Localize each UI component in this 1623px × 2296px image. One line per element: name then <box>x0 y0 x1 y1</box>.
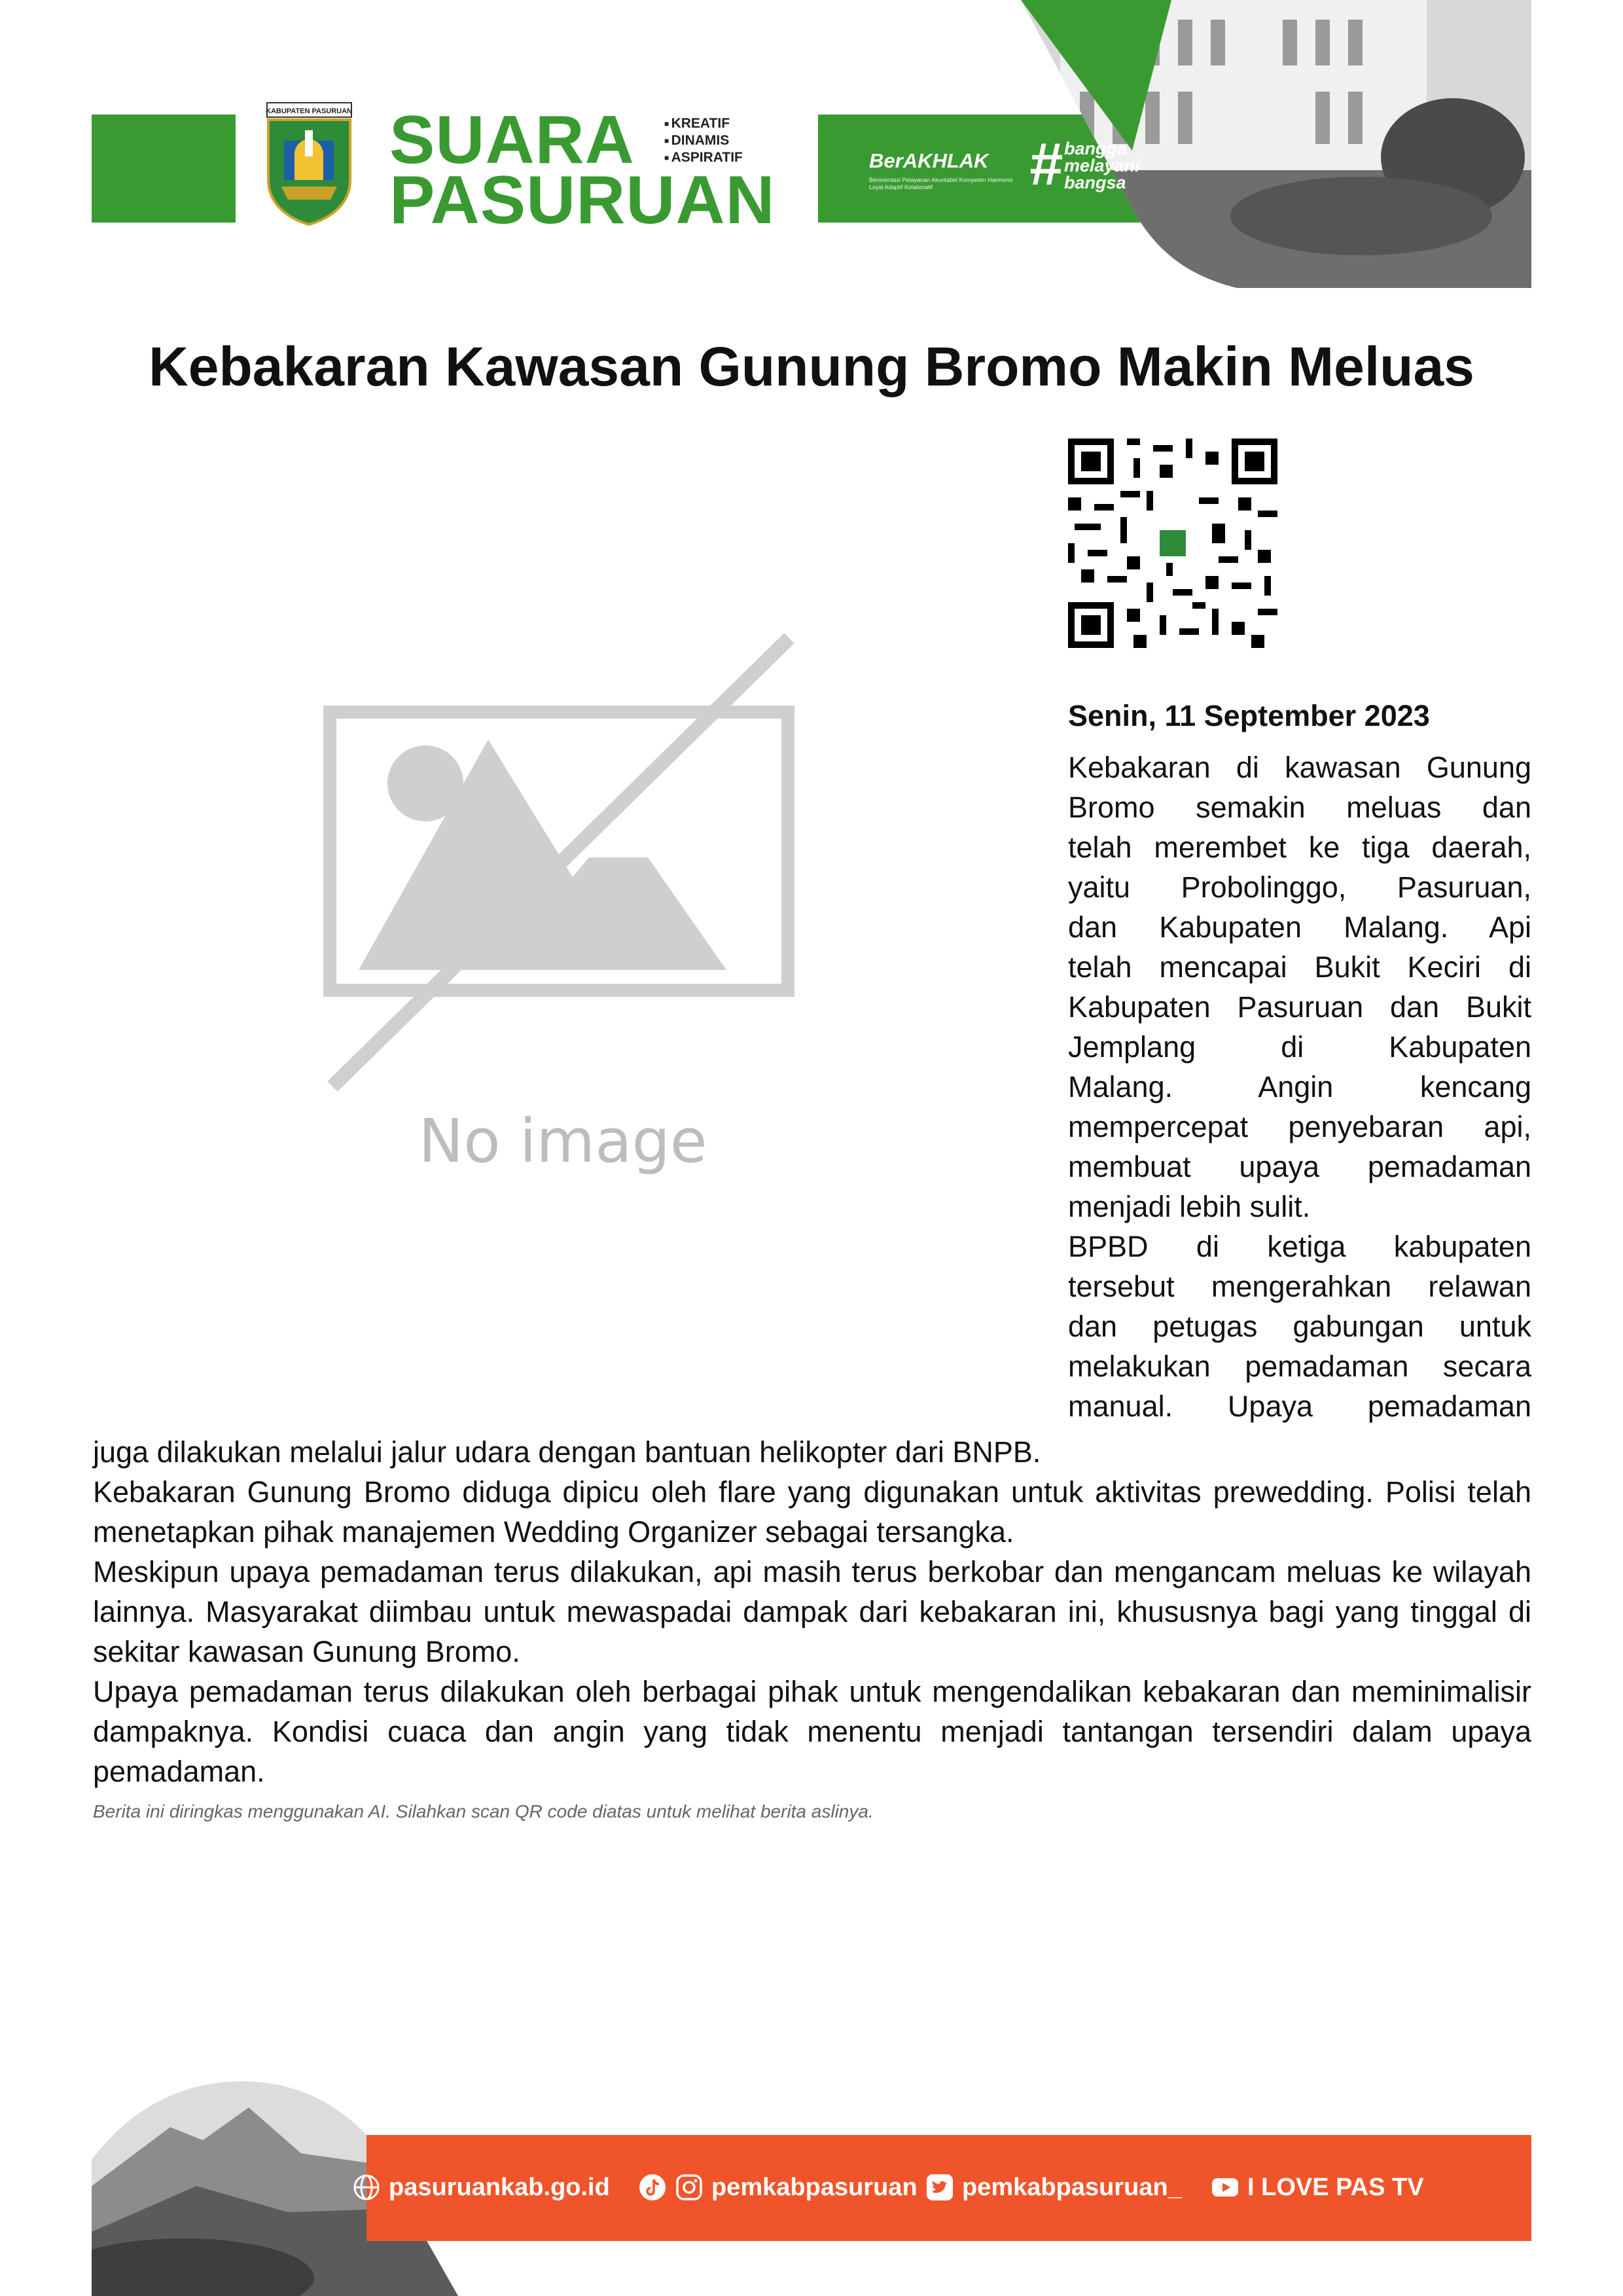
article-line: dan Kabupaten Malang. Api <box>1068 910 1531 944</box>
article-date: Senin, 11 September 2023 <box>1068 699 1430 732</box>
brand-line-pasuruan: PASURUAN <box>389 162 776 238</box>
brand-line-suara: SUARA <box>389 102 635 178</box>
article-paragraph-5: Upaya pemadaman terus dilakukan oleh berbagai pihak untuk mengendalikan kebakaran dan meminimalisir dampaknya. Kondisi cuaca dan angin yang tidak menentu menjadi tantangan tersendiri dalam upaya pemadaman. <box>93 1675 1531 1788</box>
brand-taglines <box>664 115 743 166</box>
tagline-kreatif: ■ KREATIF <box>664 115 743 132</box>
tagline-aspiratif: ■ ASPIRATIF <box>664 149 743 166</box>
article-line: Kabupaten Pasuruan dan Bukit <box>1068 990 1531 1024</box>
article-title: Kebakaran Kawasan Gunung Bromo Makin Meluas <box>149 336 1474 397</box>
tiktok-icon <box>638 2173 667 2202</box>
article-line: Jemplang di Kabupaten <box>1068 1030 1531 1064</box>
article-line: mempercepat penyebaran api, <box>1068 1110 1531 1143</box>
globe-icon <box>352 2173 381 2202</box>
article-image-placeholder <box>321 628 805 1191</box>
footer-tiktok-instagram-link[interactable] <box>638 2173 918 2202</box>
footer-tiktok-instagram-text: pemkabpasuruan <box>711 2173 918 2201</box>
bangga-melayani-bangsa <box>1064 140 1140 191</box>
article-paragraph-3: Kebakaran Gunung Bromo diduga dipicu oleh flare yang digunakan untuk aktivitas prewedding. Polisi telah menetapkan pihak manajemen Wedding Organizer sebagai tersangka. <box>93 1475 1531 1549</box>
article-line: Kebakaran di kawasan Gunung <box>1068 751 1531 784</box>
footer-website-text: pasuruankab.go.id <box>389 2173 610 2201</box>
article-line: membuat upaya pemadaman <box>1068 1150 1531 1183</box>
kabupaten-pasuruan-crest-icon <box>262 101 357 226</box>
footer-twitter-link[interactable] <box>925 2173 1182 2202</box>
article-line: melakukan pemadaman secara <box>1068 1350 1531 1383</box>
hashtag-icon: # <box>1029 131 1063 198</box>
no-image-label: No image <box>418 1106 707 1176</box>
footer-twitter-text: pemkabpasuruan_ <box>962 2173 1182 2201</box>
hash-word-melayani: melayani <box>1064 156 1140 175</box>
footer-youtube-link[interactable] <box>1211 2173 1424 2202</box>
article-paragraph-2-continued: juga dilakukan melalui jalur udara dengan bantuan helikopter dari BNPB. <box>93 1435 1041 1469</box>
article-line: dan petugas gabungan untuk <box>1068 1310 1531 1343</box>
article-paragraph-4: Meskipun upaya pemadaman terus dilakukan, api masih terus berkobar dan mengancam meluas ke wilayah lainnya. Masyarakat diimbau untuk mewaspadai dampak dari kebakaran ini, khususnya bagi yang tinggal di sekitar kawasan Gunung Bromo. <box>93 1555 1531 1668</box>
footer-youtube-text: I LOVE PAS TV <box>1247 2173 1424 2201</box>
article-line: Malang. Angin kencang <box>1068 1070 1531 1103</box>
article-line: telah mencapai Bukit Keciri di <box>1068 950 1531 984</box>
tagline-dinamis: ■ DINAMIS <box>664 132 743 149</box>
header-green-bar-left <box>92 115 236 223</box>
article-line: manual. Upaya pemadaman <box>1068 1390 1531 1423</box>
article-line: tersebut mengerahkan relawan <box>1068 1270 1531 1303</box>
article-line: Bromo semakin meluas dan <box>1068 791 1531 824</box>
qr-code-icon[interactable] <box>1068 439 1277 648</box>
instagram-icon <box>675 2173 704 2202</box>
berakhlak-logo-text: BerAKHLAK <box>869 149 989 172</box>
crest-banner-text: KABUPATEN PASURUAN <box>266 107 352 115</box>
article-line: menjadi lebih sulit. <box>1068 1190 1311 1223</box>
youtube-icon <box>1211 2173 1240 2202</box>
hash-word-bangga: bangga <box>1064 139 1128 158</box>
article-line: BPBD di ketiga kabupaten <box>1068 1230 1531 1263</box>
article-line: telah merembet ke tiga daerah, <box>1068 831 1531 864</box>
hash-word-bangsa: bangsa <box>1064 173 1126 192</box>
twitter-icon <box>925 2173 954 2202</box>
article-line: yaitu Probolinggo, Pasuruan, <box>1068 870 1531 904</box>
ai-disclaimer: Berita ini diringkas menggunakan AI. Silahkan scan QR code diatas untuk melihat berita aslinya. <box>93 1801 874 1821</box>
berakhlak-subtext: Berorientasi Pelayanan Akuntabel Kompeten Harmonis Loyal Adaptif Kolaboratif <box>869 177 1013 190</box>
footer-website-link[interactable] <box>352 2173 610 2202</box>
